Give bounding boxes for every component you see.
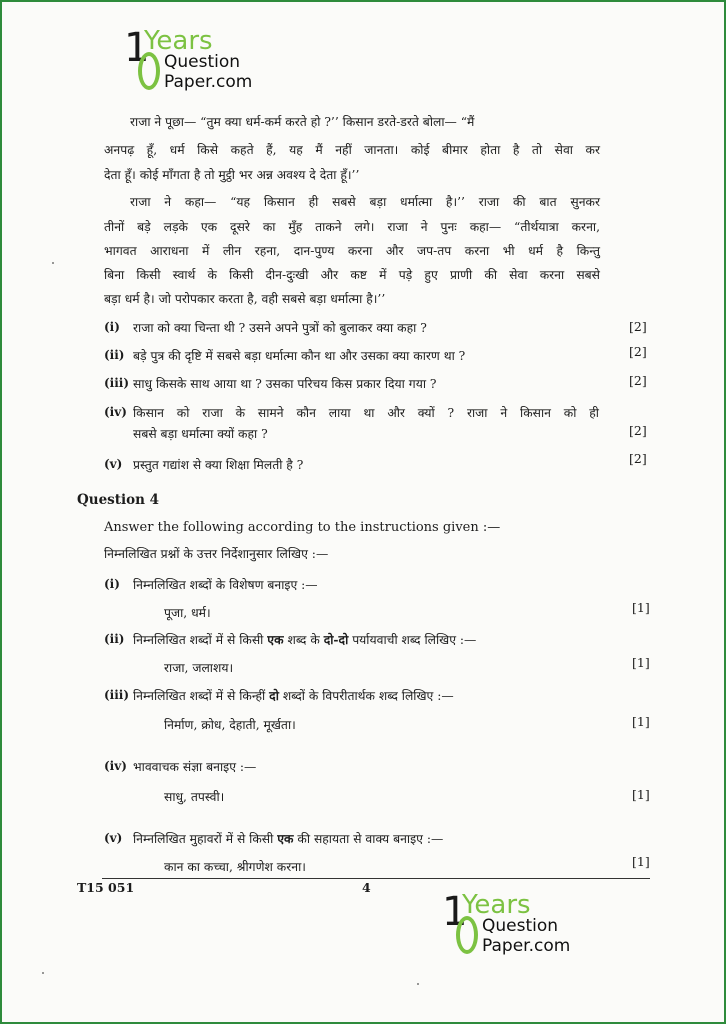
footer-rule [102,878,650,879]
marks: [1] [632,655,650,670]
text-emphasis: एक [267,632,284,647]
passage-line: देता हूँ। कोई माँगता है तो मुट्ठी भर अन्न अवश्य दे देता हूँ।’’ [104,168,360,182]
text-segment: शब्द के [287,633,320,647]
paper-code: T15 051 [77,880,135,895]
logo-digit-zero [138,52,160,90]
question-text [133,631,476,648]
instructions-hindi: निम्नलिखित प्रश्नों के उत्तर निर्देशानुसार लिखिए :— [104,547,329,561]
marks: [2] [629,373,647,388]
question-label: (iv) [104,759,127,773]
page-number: 4 [362,880,371,895]
marks: [2] [629,451,647,466]
logo-paper: Paper.com [482,936,571,956]
question-text-cont: सबसे बड़ा धर्मात्मा क्यों कहा ? [133,427,268,441]
question-text: साधु किसके साथ आया था ? उसका परिचय किस प्रकार दिया गया ? [133,377,437,391]
logo-years: Years [462,890,531,920]
scan-speck [42,972,44,974]
question-label: (ii) [104,348,125,362]
instructions-english: Answer the following according to the instructions given :— [104,520,501,535]
question-label: (iii) [104,376,130,390]
logo-paper: Paper.com [164,72,253,92]
text-segment: पर्यायवाची शब्द लिखिए :— [352,633,477,647]
marks: [2] [629,423,647,438]
marks: [1] [632,714,650,729]
text-segment: निम्नलिखित मुहावरों में से किसी [133,832,274,846]
marks: [2] [629,319,647,334]
passage-line: बड़ा धर्म है। जो परोपकार करता है, वही सबसे बड़ा धर्मात्मा है।’’ [104,292,386,306]
question-text: किसान को राजा के सामने कौन लाया था और क्यों ? राजा ने किसान को ही [133,406,599,420]
text-segment: शब्दों के विपरीतार्थक शब्द लिखिए :— [282,689,454,703]
question-label: (v) [104,831,123,845]
text-emphasis: दो [269,688,279,703]
passage-line: राजा ने पूछा— “तुम क्या धर्म-कर्म करते हो ?’’ किसान डरते-डरते बोला— “मैं [130,115,475,129]
passage-line: तीनों बड़े लड़के एक दूसरे का मुँह ताकने लगे। राजा ने पुनः कहा— “तीर्थयात्रा करना, [104,220,600,234]
text-emphasis: एक [277,831,294,846]
logo-digit-one: 1 [124,25,150,71]
question-text: राजा को क्या चिन्ता थी ? उसने अपने पुत्रों को बुलाकर क्या कहा ? [133,321,427,335]
passage-line: राजा ने कहा— “यह किसान ही सबसे बड़ा धर्मात्मा है।’’ राजा की बात सुनकर [130,195,600,209]
question-label: (iv) [104,405,127,419]
logo-digit-zero [456,916,478,954]
question-label: (v) [104,457,123,471]
question-label: (ii) [104,632,125,646]
answer-words: पूजा, धर्म। [164,606,211,620]
passage-line: अनपढ़ हूँ, धर्म किसे कहते हैं, यह मैं नहीं जानता। कोई बीमार होता है तो सेवा कर [104,143,600,157]
text-segment: की सहायता से वाक्य बनाइए :— [297,832,444,846]
logo-question: Question [482,916,559,936]
site-logo-top [124,25,274,100]
question-label: (i) [104,577,120,591]
answer-words: साधु, तपस्वी। [164,790,225,804]
question-text [133,687,454,704]
question-label: (i) [104,320,120,334]
passage-line: बिना किसी स्वार्थ के किसी दीन-दुःखी और कष्ट में पड़े हुए प्राणी की सेवा करना सबसे [104,268,600,282]
logo-question: Question [164,52,241,72]
marks: [1] [632,787,650,802]
question-text: प्रस्तुत गद्यांश से क्या शिक्षा मिलती है ? [133,458,304,472]
scan-speck [417,983,419,985]
question-label: (iii) [104,688,130,702]
question-text: निम्नलिखित शब्दों के विशेषण बनाइए :— [133,578,318,592]
text-segment: निम्नलिखित शब्दों में से किन्हीं [133,689,266,703]
text-segment: निम्नलिखित शब्दों में से किसी [133,633,264,647]
question-heading: Question 4 [77,492,160,508]
logo-digit-one: 1 [442,889,468,935]
scan-speck [52,262,54,264]
question-text [133,830,443,847]
marks: [2] [629,344,647,359]
site-logo-bottom [442,889,592,964]
answer-words: राजा, जलाशय। [164,661,234,675]
text-emphasis: दो-दो [323,632,349,647]
answer-words: कान का कच्चा, श्रीगणेश करना। [164,860,306,874]
question-text: बड़े पुत्र की दृष्टि में सबसे बड़ा धर्मात्मा कौन था और उसका क्या कारण था ? [133,349,466,363]
question-text: भाववाचक संज्ञा बनाइए :— [133,760,257,774]
answer-words: निर्माण, क्रोध, देहाती, मूर्खता। [164,718,296,732]
passage-line: भागवत आराधना में लीन रहना, दान-पुण्य करना और जप-तप करना भी धर्म है किन्तु [104,244,600,258]
logo-years: Years [144,26,213,56]
marks: [1] [632,854,650,869]
marks: [1] [632,600,650,615]
